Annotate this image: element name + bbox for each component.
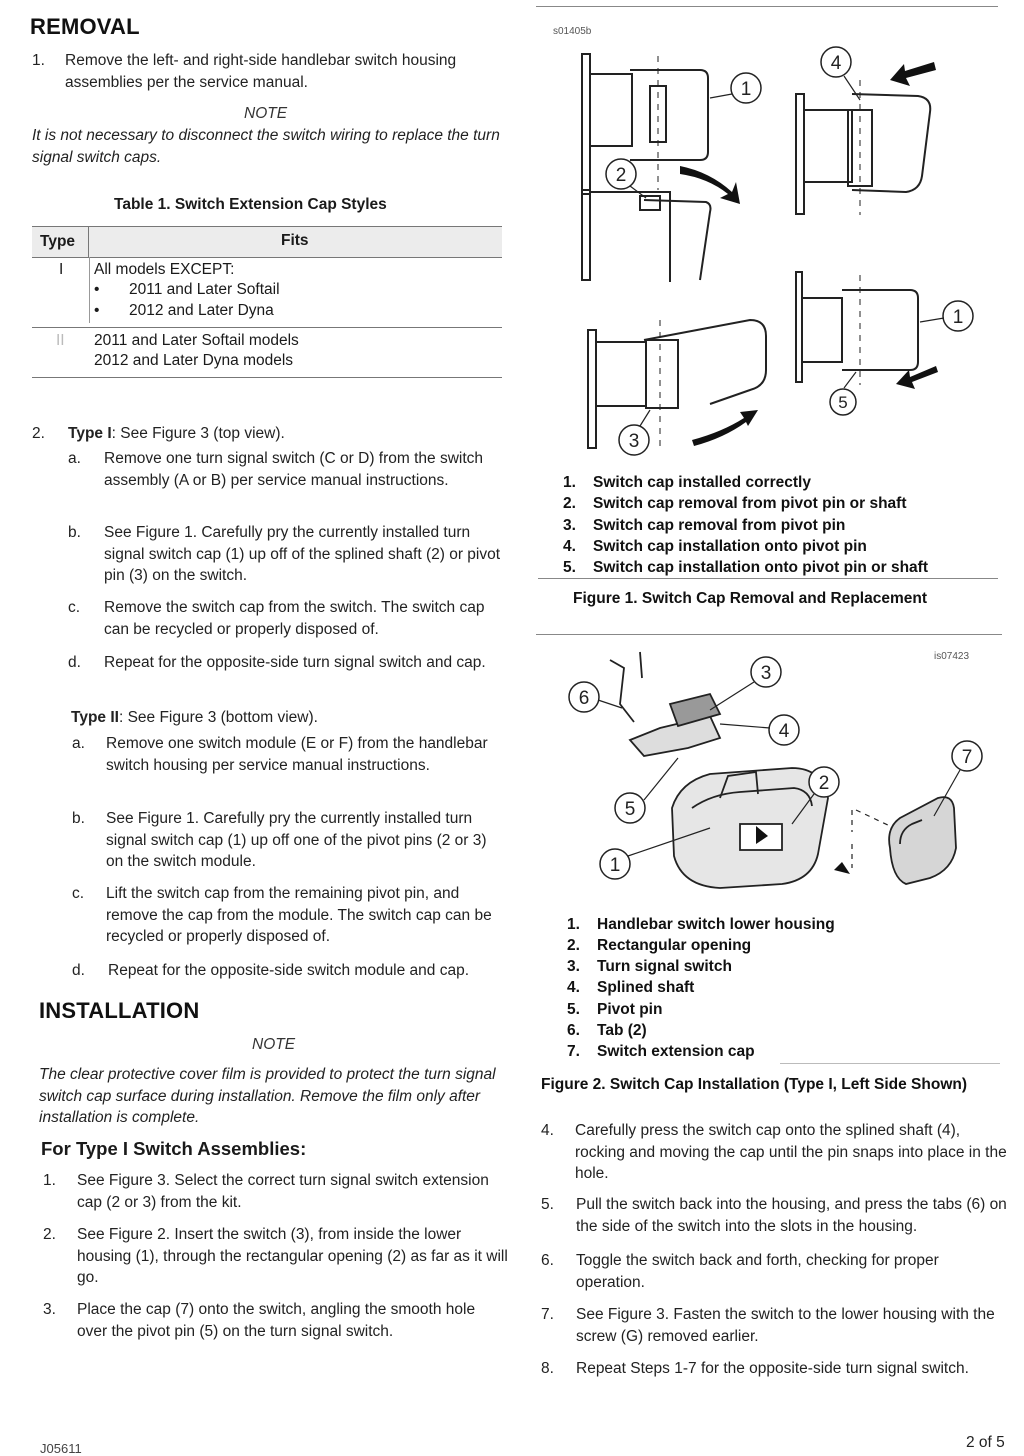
- install-step-4: [541, 1120, 1007, 1185]
- install-step-8: [541, 1358, 1007, 1380]
- callout-1: 1: [952, 307, 964, 328]
- substep-letter: b.: [72, 810, 85, 827]
- table-row2-line1: 2011 and Later Softail models: [94, 332, 299, 349]
- install-step-7: [541, 1304, 1007, 1347]
- substep-text: Remove the switch cap from the switch. The switch cap can be recycled or properly disposed of.: [104, 599, 485, 638]
- removal-note-text: It is not necessary to disconnect the switch wiring to replace the turn signal switch caps.: [32, 127, 500, 166]
- install-step-5: [541, 1194, 1007, 1237]
- substep-letter: c.: [68, 599, 81, 616]
- substep-text: Repeat for the opposite-side switch module and cap.: [108, 962, 470, 979]
- type1-text: : See Figure 3 (top view).: [111, 425, 285, 442]
- install-step-1: [43, 1170, 509, 1213]
- substep-type2-b: [72, 808, 506, 873]
- step-text: Toggle the switch back and forth, checking for proper operation.: [576, 1252, 939, 1291]
- figure1-id: s01405b: [553, 26, 592, 37]
- removal-step-1: [32, 50, 512, 93]
- step-number: 3.: [43, 1301, 56, 1318]
- callout-5: 5: [838, 393, 848, 412]
- figure1-legend-rule: [538, 578, 998, 579]
- step-number: 2.: [43, 1226, 56, 1243]
- extension-cap: [889, 797, 956, 884]
- callout-3: 3: [628, 431, 640, 452]
- table-title: Table 1. Switch Extension Cap Styles: [114, 196, 387, 213]
- substep-text: See Figure 1. Carefully pry the currently installed turn signal switch cap (1) up off of the splined shaft (2) or pivot pin (3) on the switch.: [104, 524, 501, 584]
- step-text: Place the cap (7) onto the switch, angling the smooth hole over the pivot pin (5) on the turn signal switch.: [77, 1301, 476, 1340]
- table-bullet: •: [94, 302, 100, 319]
- table-column-divider: [88, 227, 89, 257]
- figure2-illustration: [560, 648, 1000, 910]
- substep-text: Lift the switch cap from the remaining pivot pin, and remove the cap from the module. The switch cap can be recycled or properly disposed of.: [106, 885, 492, 945]
- table-row-divider: [32, 327, 502, 328]
- table-bullet: •: [94, 281, 100, 298]
- figure2-legend-rule: [780, 1063, 1000, 1064]
- figure2-caption: Figure 2. Switch Cap Installation (Type I, Left Side Shown): [541, 1076, 968, 1093]
- step-number: 8.: [541, 1360, 554, 1377]
- install-step-3: [43, 1299, 509, 1342]
- substep-text: Remove one switch module (E or F) from the handlebar switch housing per service manual instructions.: [106, 735, 488, 774]
- callout-1: 1: [740, 79, 752, 100]
- installation-note-text: The clear protective cover film is provided to protect the turn signal switch cap surface during installation. Remove the film only after installation is complete.: [39, 1066, 496, 1126]
- install-step-6: [541, 1250, 1007, 1293]
- installation-note-label: NOTE: [252, 1036, 296, 1053]
- page-number: 2 of 5: [966, 1434, 1005, 1451]
- figure1-top-rule: [536, 6, 998, 7]
- callout-2: 2: [818, 773, 830, 794]
- type2-text: : See Figure 3 (bottom view).: [118, 709, 318, 726]
- table-header-fits: Fits: [281, 232, 309, 249]
- table-row1-bullet1: 2011 and Later Softail: [129, 281, 280, 298]
- figure1-legend: 1. Switch cap installed correctly 2. Switch cap removal from pivot pin or shaft 3. Switch cap removal from pivot pin 4. Switch cap installation onto pivot pin 5. Switch cap installation onto pivot pin or shaft: [563, 474, 928, 576]
- figure1-illustration: [560, 40, 1000, 460]
- step-number: 7.: [541, 1306, 554, 1323]
- substep-2a: [68, 448, 504, 491]
- substep-2c: [68, 597, 504, 640]
- step-text: Carefully press the switch cap onto the splined shaft (4), rocking and moving the cap until the pin snaps into place in the hole.: [575, 1122, 1007, 1182]
- callout-2: 2: [615, 165, 627, 186]
- document-id: J05611: [40, 1441, 82, 1456]
- substep-text: See Figure 1. Carefully pry the currently installed turn signal switch cap (1) up off one of the pivot pins (2 or 3) on the switch module.: [106, 810, 487, 870]
- substep-type2-c: [72, 883, 506, 948]
- substep-letter: d.: [68, 654, 81, 671]
- figure2-top-rule: [536, 634, 1002, 635]
- table-bottom-rule: [32, 377, 502, 378]
- table-header-type: Type: [40, 233, 76, 250]
- step-text: Remove the left- and right-side handlebar switch housing assemblies per the service manual.: [65, 52, 457, 91]
- type2-label: Type II: [71, 709, 119, 726]
- step-number: 6.: [541, 1252, 554, 1269]
- table-row2-type: II: [56, 332, 65, 349]
- substep-letter: b.: [68, 524, 81, 541]
- install-step-2: [43, 1224, 509, 1289]
- installation-heading: INSTALLATION: [39, 998, 200, 1023]
- removal-note-label: NOTE: [244, 105, 288, 122]
- step-text: See Figure 3. Select the correct turn signal switch extension cap (2 or 3) from the kit.: [77, 1172, 489, 1211]
- substep-letter: d.: [72, 962, 85, 979]
- step-number: 2.: [32, 425, 45, 442]
- removal-heading: REMOVAL: [30, 14, 140, 39]
- substep-2b: [68, 522, 504, 587]
- table-row1-type: I: [59, 261, 64, 278]
- callout-7: 7: [961, 747, 973, 768]
- table-header: [32, 226, 502, 258]
- type1-subheading: For Type I Switch Assemblies:: [41, 1138, 307, 1159]
- substep-letter: c.: [72, 885, 85, 902]
- removal-step-2: [32, 423, 512, 445]
- step-text: Repeat Steps 1-7 for the opposite-side turn signal switch.: [576, 1360, 969, 1377]
- table-column-divider: [89, 257, 90, 323]
- figure2-id: is07423: [934, 651, 970, 662]
- callout-6: 6: [578, 688, 590, 709]
- step-text: Pull the switch back into the housing, and press the tabs (6) on the side of the switch into the slots in the housing.: [576, 1196, 1007, 1235]
- switch-cap: [630, 70, 708, 160]
- substep-text: Repeat for the opposite-side turn signal switch and cap.: [104, 654, 486, 671]
- figure1-caption: Figure 1. Switch Cap Removal and Replacement: [573, 590, 928, 607]
- substep-text: Remove one turn signal switch (C or D) from the switch assembly (A or B) per service manual instructions.: [104, 450, 484, 489]
- substep-letter: a.: [72, 735, 85, 752]
- callout-4: 4: [830, 53, 842, 74]
- step-text: See Figure 2. Insert the switch (3), from inside the lower housing (1), through the rectangular opening (2) as far as it will go.: [77, 1226, 508, 1286]
- type2-heading: [71, 707, 318, 729]
- step-number: 4.: [541, 1122, 554, 1139]
- substep-letter: a.: [68, 450, 81, 467]
- callout-5: 5: [624, 799, 636, 820]
- step-number: 1.: [32, 52, 45, 69]
- substep-type2-a: [72, 733, 506, 776]
- callout-4: 4: [778, 721, 790, 742]
- callout-1: 1: [609, 855, 621, 876]
- callout-3: 3: [760, 663, 772, 684]
- step-text: See Figure 3. Fasten the switch to the lower housing with the screw (G) removed earlier.: [576, 1306, 995, 1345]
- step-number: 5.: [541, 1196, 554, 1213]
- table-row1-bullet2: 2012 and Later Dyna: [129, 302, 274, 319]
- figure2-legend: 1. Handlebar switch lower housing 2. Rectangular opening 3. Turn signal switch 4. Splined shaft 5. Pivot pin 6. Tab (2) 7. Switch extension cap: [567, 916, 835, 1060]
- step-number: 1.: [43, 1172, 56, 1189]
- substep-type2-d: [72, 960, 506, 982]
- substep-2d: [68, 652, 504, 674]
- table-row2-line2: 2012 and Later Dyna models: [94, 352, 294, 369]
- mount-plate: [582, 54, 590, 194]
- table-row1-line1: All models EXCEPT:: [94, 261, 235, 278]
- type1-label: Type I: [68, 425, 112, 442]
